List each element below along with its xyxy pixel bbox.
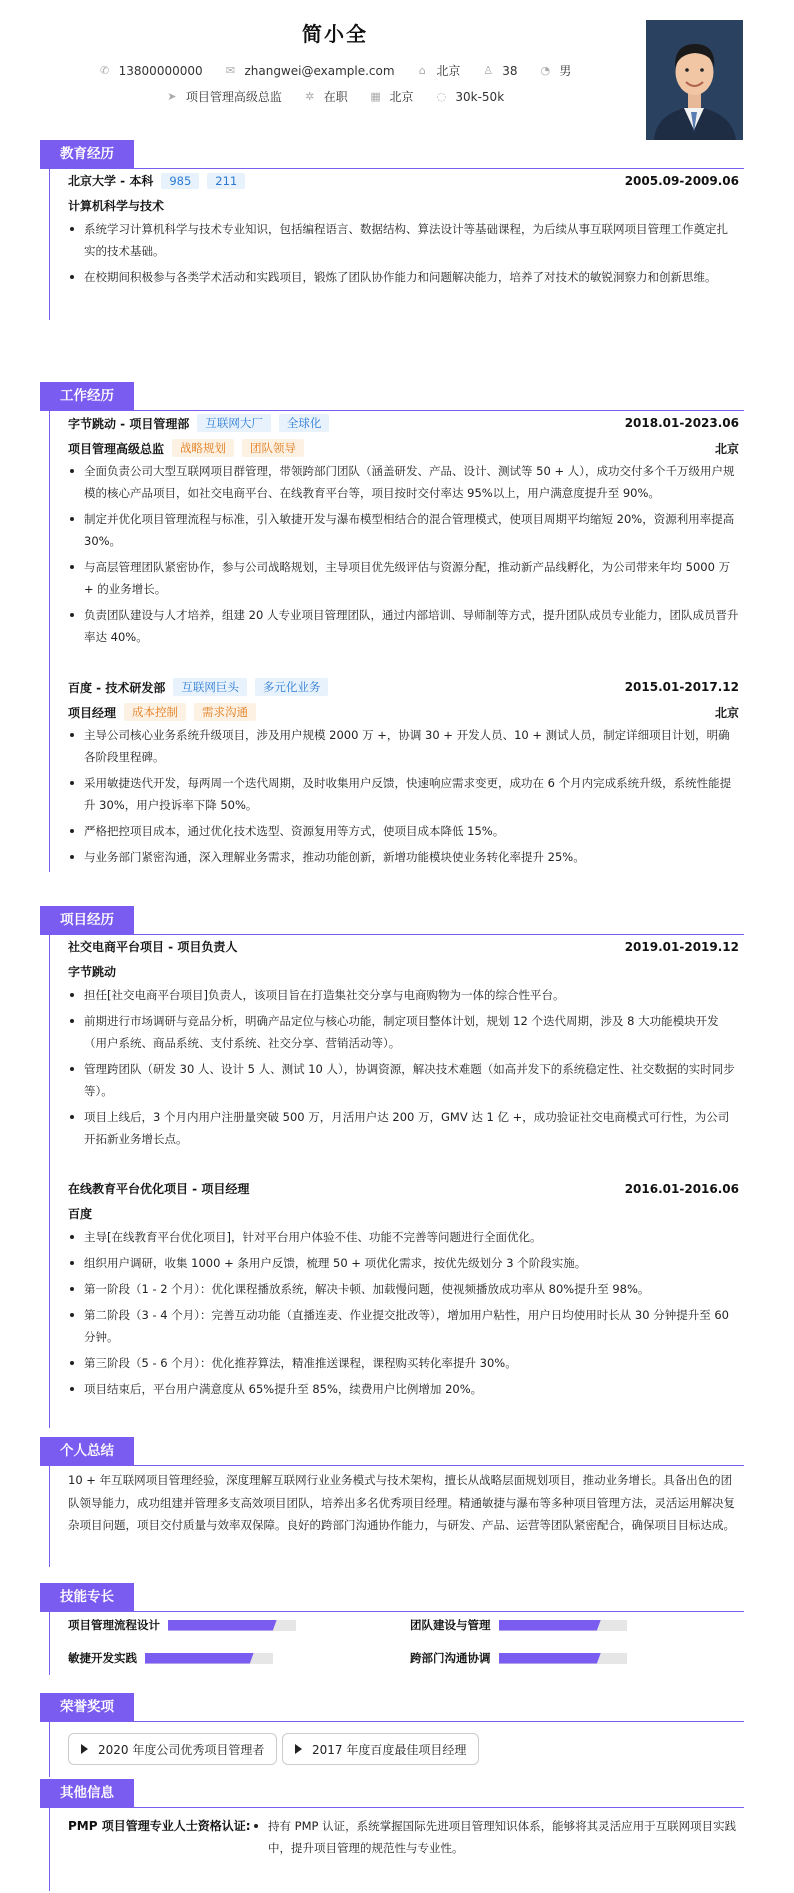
bullet-item: 主导公司核心业务系统升级项目，涉及用户规模 2000 万 +，协调 30 + 开发人员、10 + 测试人员，制定详细项目计划，明确各阶段里程碑。 [68,724,739,768]
job-bullets [68,460,739,652]
company-tag: 互联网大厂 [197,414,271,432]
section-timeline [49,1611,50,1675]
skill-item [410,1617,627,1633]
section-divider [40,410,744,411]
skill-level [145,1653,254,1664]
award-item [68,1733,277,1765]
status-item [304,88,348,105]
awards-section [0,1693,794,1777]
position-item [166,88,282,105]
avatar-photo [646,20,743,140]
skill-bar [168,1620,296,1631]
project-header-row [68,1180,739,1197]
position-icon: ➤ [167,89,177,103]
avatar [646,20,743,140]
job-role-row [68,703,739,721]
bullet-item: 项目上线后，3 个月内用户注册量突破 500 万，月活用户达 200 万，GMV 达 1 亿 +，成功验证社交电商模式可行性，为公司开拓新业务增长点。 [68,1106,739,1150]
section-title: 工作经历 [40,382,134,410]
bullet-item: 负责团队建设与人才培养，组建 20 人专业项目管理团队，通过内部培训、导师制等方式，提升团队成员专业能力，团队成员晋升率达 40%。 [68,604,739,648]
section-timeline [49,934,50,1428]
project-company: 字节跳动 [68,965,117,979]
bullet-item: 系统学习计算机科学与技术专业知识，包括编程语言、数据结构、算法设计等基础课程，为后续从事互联网项目管理工作奠定扎实的技术基础。 [68,218,739,262]
job-location: 北京 [714,441,739,456]
play-icon [81,1744,88,1754]
bullet-item: 第二阶段（3 - 4 个月）：完善互动功能（直播连麦、作业提交批改等），增加用户粘性，用户日均使用时长从 30 分钟提升至 60 分钟。 [68,1304,739,1348]
skills-section [0,1583,794,1675]
section-timeline [49,410,50,872]
section-timeline [49,1721,50,1777]
salary-text: 30k-50k [455,89,505,104]
skill-item [68,1617,296,1633]
award-text: 2017 年度百度最佳项目经理 [312,1742,467,1757]
skill-item [410,1650,627,1666]
work-section [0,382,794,874]
email-icon: ✉ [225,63,236,77]
role-tag: 团队领导 [242,439,304,457]
school-tag: 985 [161,173,199,189]
skill-level [499,1653,601,1664]
email-item [224,64,394,78]
job-role: 项目经理 [68,705,117,720]
bullet-item: 与高层管理团队紧密协作，参与公司战略规划，主导项目优先级评估与资源分配，推动新产品线孵化，为公司带来年均 5000 万 + 的业务增长。 [68,556,739,600]
job-role-row [68,439,739,457]
award-text: 2020 年度公司优秀项目管理者 [98,1742,265,1757]
job-company-row [68,414,739,432]
bullet-item: 担任[社交电商平台项目]负责人，该项目旨在打造集社交分享与电商购物为一体的综合性平台。 [68,984,739,1006]
section-timeline [49,1465,50,1567]
target-city-icon: ▦ [370,89,381,103]
salary-icon: ◌ [436,89,447,103]
email-text: zhangwei@example.com [244,63,395,78]
education-section [0,140,794,320]
company-tag: 互联网巨头 [173,678,247,696]
company-tag: 多元化业务 [255,678,329,696]
bullet-item: 前期进行市场调研与竞品分析，明确产品定位与核心功能，制定项目整体计划，规划 12 个迭代周期，涉及 8 大功能模块开发（用户系统、商品系统、支付系统、社交分享、营销活动等）。 [68,1010,739,1054]
bullet-item: 第一阶段（1 - 2 个月）：优化课程播放系统，解决卡顿、加载慢问题，使视频播放成功率从 80%提升至 98%。 [68,1278,739,1300]
contact-row [0,62,670,79]
section-title: 教育经历 [40,140,134,168]
city-text: 北京 [436,64,461,78]
bullet-item: 在校期间积极参与各类学术活动和实践项目，锻炼了团队协作能力和问题解决能力，培养了对技术的敏锐洞察力和创新思维。 [68,266,739,288]
major-name: 计算机科学与技术 [68,199,165,213]
section-divider [40,1465,744,1466]
phone-text: 13800000000 [118,63,203,78]
bullet-item: 项目结束后，平台用户满意度从 65%提升至 85%，续费用户比例增加 20%。 [68,1378,739,1400]
education-header-row [68,172,739,189]
company-name: 百度 - 技术研发部 [68,680,166,695]
section-timeline [49,168,50,320]
company-tag: 全球化 [279,414,330,432]
gender-item [539,62,571,79]
role-tag: 战略规划 [172,439,234,457]
company-name: 字节跳动 - 项目管理部 [68,416,190,431]
job-company-row [68,678,739,696]
gender-icon: ◔ [540,63,551,77]
summary-text: 10 + 年互联网项目管理经验，深度理解互联网行业业务模式与技术架构，擅长从战略层面规划项目，推动业务增长。具备出色的团队领导能力，成功组建并管理多支高效项目团队，培养出多名优秀项目经理。精通敏捷与瀑布等多种项目管理方法，灵活运用解决复杂项目问题，项目交付质量与效率双保障。良好的跨部门沟通协作能力，与研发、产品、运营等团队紧密配合，确保项目目标达成。 [68,1473,735,1532]
bullet-item: 管理跨团队（研发 30 人、设计 5 人、测试 10 人），协调资源，解决技术难题（如高并发下的系统稳定性、社交数据的实时同步等）。 [68,1058,739,1102]
school-tag: 211 [207,173,245,189]
section-timeline [49,1807,50,1891]
age-item [482,64,517,78]
bullet-item: 严格把控项目成本，通过优化技术选型、资源复用等方式，使项目成本降低 15%。 [68,820,739,842]
projects-section [0,906,794,1428]
bullet-item: 与业务部门紧密沟通，深入理解业务需求，推动功能创新，新增功能模块使业务转化率提升 25%。 [68,846,739,868]
candidate-name: 简小全 [302,22,368,46]
bullet-item: 制定并优化项目管理流程与标准，引入敏捷开发与瀑布模型相结合的混合管理模式，使项目周期平均缩短 20%，资源利用率提高 30%。 [68,508,739,552]
section-divider [40,1721,744,1722]
location-icon: ⌂ [418,63,426,77]
bullet-item: 主导[在线教育平台优化项目]，针对平台用户体验不佳、功能不完善等问题进行全面优化。 [68,1226,739,1248]
skill-level [499,1620,601,1631]
position-text: 项目管理高级总监 [185,90,282,104]
skill-bar [499,1653,627,1664]
section-title: 项目经历 [40,906,134,934]
job-intent-row [0,88,670,105]
role-tag: 成本控制 [124,703,186,721]
section-title: 其他信息 [40,1779,134,1807]
section-title: 个人总结 [40,1437,134,1465]
section-divider [40,934,744,935]
certificate-text: 持有 PMP 认证，系统掌握国际先进项目管理知识体系，能够将其灵活应用于互联网项目实践中，提升项目管理的规范性与专业性。 [252,1815,739,1859]
phone-icon: ✆ [100,63,110,77]
project-period: 2019.01-2019.12 [624,939,739,954]
award-item [282,1733,479,1765]
project-header-row [68,938,739,955]
play-icon [295,1744,302,1754]
bullet-item: 采用敏捷迭代开发，每两周一个迭代周期，及时收集用户反馈，快速响应需求变更，成功在 6 个月内完成系统升级，系统性能提升 30%，用户投诉率下降 50%。 [68,772,739,816]
project-bullets [68,984,739,1154]
resume-header [0,0,794,160]
skill-bar [145,1653,273,1664]
role-tag: 需求沟通 [194,703,256,721]
section-title: 技能专长 [40,1583,134,1611]
age-text: 38 [502,63,518,78]
project-company-row [68,963,739,980]
section-divider [40,1807,744,1808]
skill-name: 项目管理流程设计 [68,1618,160,1632]
salary-item [435,90,504,104]
education-period: 2005.09-2009.06 [624,173,739,188]
phone-item [99,64,203,78]
target-city-text: 北京 [389,90,414,104]
certificate-label: PMP 项目管理专业人士资格认证: [68,1819,251,1833]
bullet-item: 第三阶段（5 - 6 个月）：优化推荐算法，精准推送课程，课程购买转化率提升 30%。 [68,1352,739,1374]
project-company: 百度 [68,1207,93,1221]
skill-bar [499,1620,627,1631]
section-title: 荣誉奖项 [40,1693,134,1721]
job-role: 项目管理高级总监 [68,441,165,456]
school-name: 北京大学 - 本科 [68,174,154,188]
project-name: 在线教育平台优化项目 - 项目经理 [68,1182,250,1196]
skill-name: 跨部门沟通协调 [410,1651,491,1665]
city-item [416,62,460,79]
status-icon: ✲ [305,89,315,103]
skill-name: 团队建设与管理 [410,1618,491,1632]
skill-name: 敏捷开发实践 [68,1651,137,1665]
project-company-row [68,1205,739,1222]
education-bullets [68,218,739,292]
bullet-item: 组织用户调研，收集 1000 + 条用户反馈，梳理 50 + 项优化需求，按优先级划分 3 个阶段实施。 [68,1252,739,1274]
summary-section [0,1437,794,1567]
skill-item [68,1650,273,1666]
job-period: 2018.01-2023.06 [624,416,739,430]
age-icon: ♙ [483,63,494,77]
job-period: 2015.01-2017.12 [624,680,739,694]
status-text: 在职 [323,90,348,104]
target-city-item [370,88,414,105]
section-divider [40,1611,744,1612]
job-location: 北京 [714,705,739,720]
major-row [68,197,739,214]
skill-level [168,1620,277,1631]
project-bullets [68,1226,739,1404]
other-section [0,1779,794,1891]
bullet-item: 全面负责公司大型互联网项目群管理，带领跨部门团队（涵盖研发、产品、设计、测试等 50 + 人），成功交付多个千万级用户规模的核心产品项目，如社交电商平台、在线教育平台等，项目按时交付率达 95%以上，用户满意度提升至 90%。 [68,460,739,504]
section-divider [40,168,744,169]
project-period: 2016.01-2016.06 [624,1181,739,1196]
job-bullets [68,724,739,872]
project-name: 社交电商平台项目 - 项目负责人 [68,940,238,954]
gender-text: 男 [559,64,572,78]
